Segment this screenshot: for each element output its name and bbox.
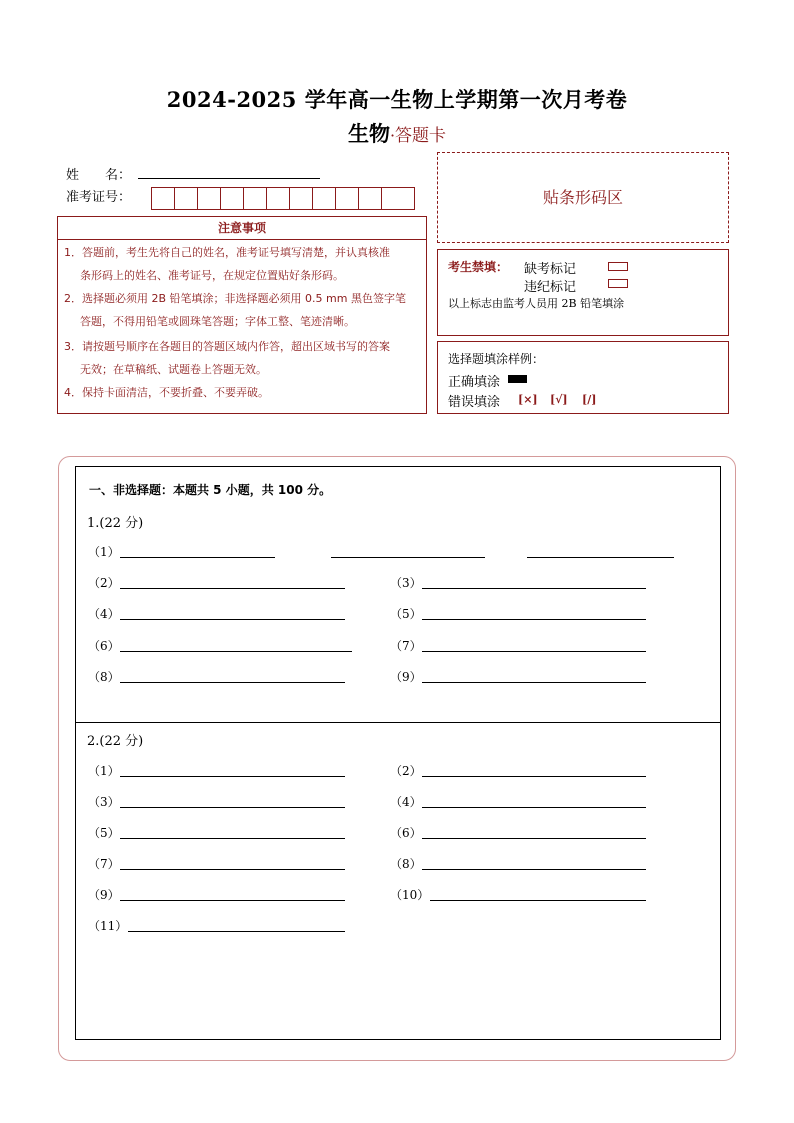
forbid-note: 以上标志由监考人员用 2B 铅笔填涂 bbox=[448, 297, 625, 310]
notice-title: 注意事项 bbox=[58, 217, 426, 240]
wrong-label: 错误填涂 bbox=[448, 395, 501, 410]
q2-part-number: （8） bbox=[390, 857, 422, 871]
answer-line[interactable] bbox=[120, 869, 345, 870]
q1-heading: 1.(22 分) bbox=[87, 516, 144, 531]
notice-line: 4．保持卡面清洁，不要折叠、不要弄破。 bbox=[64, 386, 269, 399]
notice-line: 3．请按题号顺序在各题目的答题区域内作答，超出区域书写的答案 bbox=[64, 340, 390, 353]
id-digit-box[interactable] bbox=[174, 187, 198, 210]
id-label: 准考证号： bbox=[66, 190, 132, 205]
wrong-mark: [√] bbox=[550, 393, 568, 406]
notice-line: 1．答题前，考生先将自己的姓名，准考证号填写清楚，并认真核准 bbox=[64, 246, 390, 259]
id-digit-box[interactable] bbox=[289, 187, 313, 210]
q2-part-number: （4） bbox=[390, 795, 422, 809]
correct-label: 正确填涂 bbox=[448, 375, 501, 390]
id-digit-box[interactable] bbox=[243, 187, 267, 210]
notice-line: 无效；在草稿纸、试题卷上答题无效。 bbox=[80, 363, 267, 376]
answer-line[interactable] bbox=[120, 776, 345, 777]
subject-label: 生物 bbox=[347, 121, 390, 146]
answer-line[interactable] bbox=[422, 619, 646, 620]
answer-line[interactable] bbox=[128, 931, 345, 932]
answer-line[interactable] bbox=[422, 838, 646, 839]
q1-part-number: （2） bbox=[88, 576, 120, 590]
q1-part-number: （5） bbox=[390, 607, 422, 621]
notice-line: 条形码上的姓名、准考证号，在规定位置贴好条形码。 bbox=[80, 269, 344, 282]
q1-part-number: （7） bbox=[390, 639, 422, 653]
answer-line[interactable] bbox=[120, 807, 345, 808]
answer-line[interactable] bbox=[430, 900, 646, 901]
name-label: 姓 名： bbox=[66, 168, 132, 183]
fill-sample-box bbox=[437, 341, 729, 414]
barcode-area: 贴条形码区 bbox=[437, 152, 729, 243]
notice-line: 答题，不得用铅笔或圆珠笔答题；字体工整、笔迹清晰。 bbox=[80, 315, 355, 328]
wrong-mark: [/] bbox=[582, 393, 597, 406]
q2-part-number: （1） bbox=[88, 764, 120, 778]
answer-line[interactable] bbox=[331, 557, 485, 558]
q2-part-number: （5） bbox=[88, 826, 120, 840]
answer-line[interactable] bbox=[527, 557, 674, 558]
q1-part-number: （3） bbox=[390, 576, 422, 590]
forbid-label: 考生禁填： bbox=[448, 260, 509, 274]
id-digit-box[interactable] bbox=[151, 187, 175, 210]
q2-part-number: （11） bbox=[88, 919, 128, 933]
wrong-mark: [×] bbox=[518, 393, 538, 406]
examiner-only-box bbox=[437, 249, 729, 336]
id-digit-box[interactable] bbox=[381, 187, 415, 210]
answer-line[interactable] bbox=[120, 619, 345, 620]
answer-line[interactable] bbox=[422, 588, 646, 589]
id-digit-box[interactable] bbox=[266, 187, 290, 210]
absent-label: 缺考标记 bbox=[524, 262, 577, 277]
q1-part-number: （8） bbox=[88, 670, 120, 684]
notice-item bbox=[64, 335, 424, 381]
id-digit-box[interactable] bbox=[358, 187, 382, 210]
q2-part-number: （10） bbox=[390, 888, 430, 902]
answer-area bbox=[75, 466, 721, 1040]
q1-part-number: （4） bbox=[88, 607, 120, 621]
violation-label: 违纪标记 bbox=[524, 280, 577, 295]
q2-heading: 2.(22 分) bbox=[87, 734, 144, 749]
answer-line[interactable] bbox=[120, 900, 345, 901]
q2-part-number: （2） bbox=[390, 764, 422, 778]
q1-part-number: （9） bbox=[390, 670, 422, 684]
correct-fill-mark bbox=[508, 375, 527, 383]
q2-part-number: （3） bbox=[88, 795, 120, 809]
q2-part-number: （7） bbox=[88, 857, 120, 871]
question-divider bbox=[75, 722, 721, 723]
sample-title: 选择题填涂样例： bbox=[448, 352, 545, 366]
q1-part-number: （6） bbox=[88, 639, 120, 653]
q1-part-number: （1） bbox=[88, 545, 120, 559]
notice-box bbox=[57, 216, 427, 414]
answer-line[interactable] bbox=[120, 651, 352, 652]
id-digit-box[interactable] bbox=[312, 187, 336, 210]
q2-part-number: （9） bbox=[88, 888, 120, 902]
exam-title: 2024-2025 学年高一生物上学期第一次月考卷 bbox=[166, 87, 628, 112]
violation-checkbox[interactable] bbox=[608, 279, 628, 288]
notice-item bbox=[64, 381, 424, 404]
notice-item bbox=[64, 241, 424, 287]
answer-line[interactable] bbox=[120, 682, 345, 683]
subtitle-separator: · bbox=[389, 126, 396, 145]
answer-line[interactable] bbox=[422, 682, 646, 683]
q2-part-number: （6） bbox=[390, 826, 422, 840]
answer-line[interactable] bbox=[120, 557, 275, 558]
answer-line[interactable] bbox=[422, 869, 646, 870]
answer-line[interactable] bbox=[422, 776, 646, 777]
card-subtitle bbox=[0, 118, 794, 148]
card-label: 答题卡 bbox=[395, 126, 447, 146]
answer-line[interactable] bbox=[120, 588, 345, 589]
id-digit-box[interactable] bbox=[197, 187, 221, 210]
answer-line[interactable] bbox=[120, 838, 345, 839]
absent-checkbox[interactable] bbox=[608, 262, 628, 271]
section-title: 一、非选择题：本题共 5 小题，共 100 分。 bbox=[89, 483, 332, 497]
notice-item bbox=[64, 287, 424, 333]
answer-line[interactable] bbox=[422, 651, 646, 652]
answer-line[interactable] bbox=[422, 807, 646, 808]
name-field[interactable] bbox=[138, 178, 320, 179]
id-digit-box[interactable] bbox=[220, 187, 244, 210]
notice-line: 2．选择题必须用 2B 铅笔填涂；非选择题必须用 0.5 mm 黑色签字笔 bbox=[64, 292, 406, 305]
id-digit-box[interactable] bbox=[335, 187, 359, 210]
